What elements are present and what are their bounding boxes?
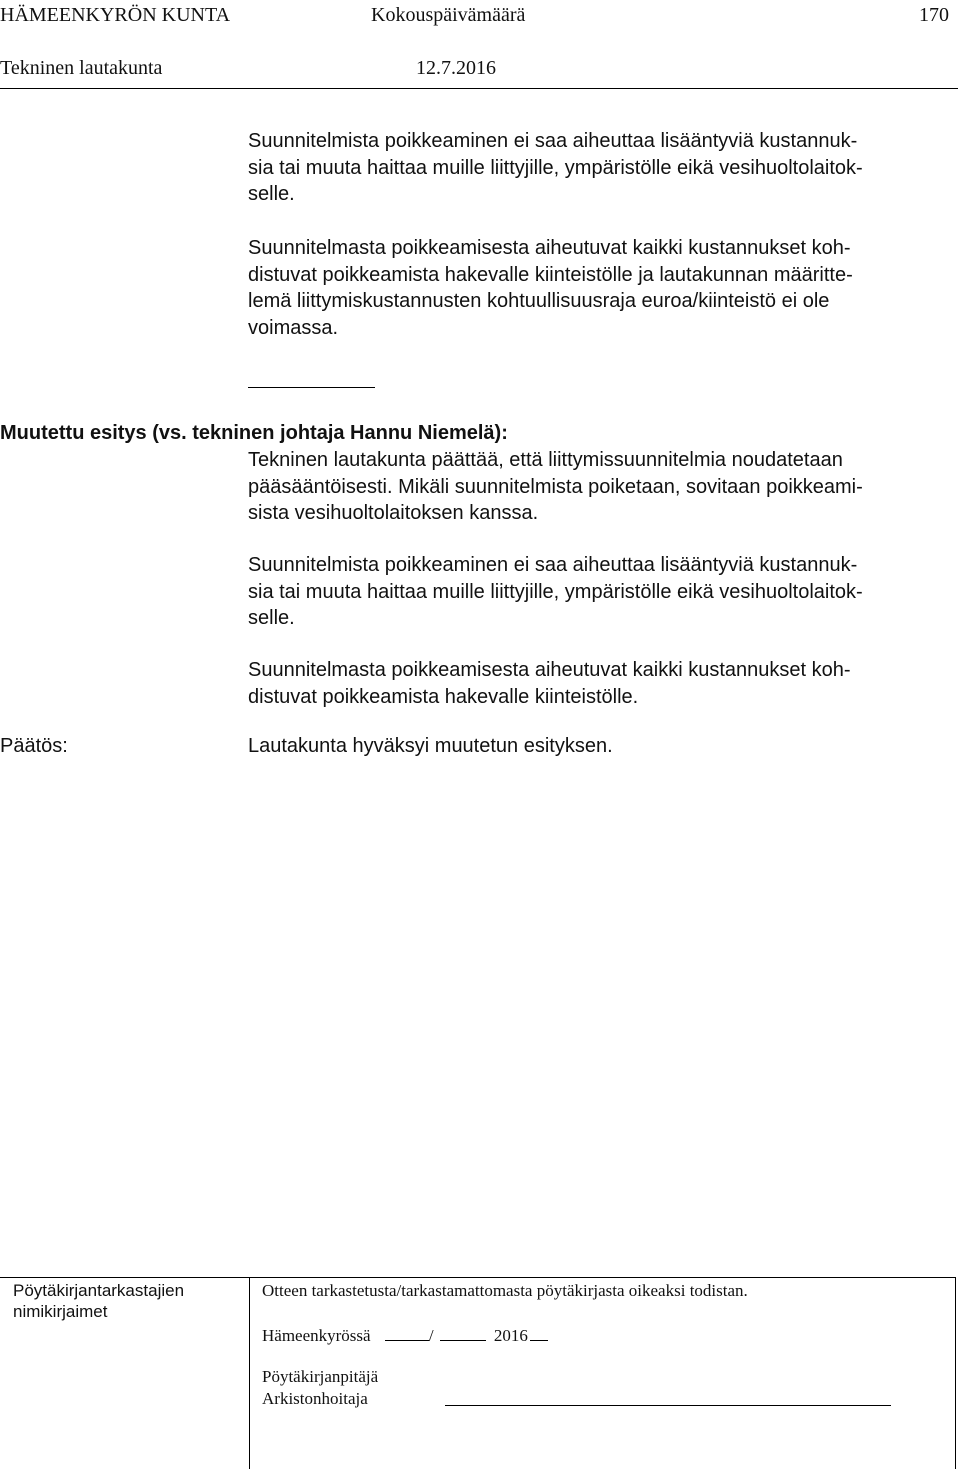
place-name: Hämeenkyrössä bbox=[262, 1326, 371, 1345]
text-line: Suunnitelmasta poikkeamisesta aiheutuvat kaikki kustannukset koh- bbox=[248, 237, 851, 259]
meeting-date: 12.7.2016 bbox=[416, 57, 496, 79]
day-blank bbox=[385, 1324, 429, 1341]
year-blank bbox=[530, 1324, 548, 1341]
signature-line bbox=[445, 1405, 891, 1406]
decision-text-line: Lautakunta hyväksyi muutetun esityksen. bbox=[248, 735, 613, 757]
text-line: voimassa. bbox=[248, 316, 339, 339]
decision-text bbox=[248, 733, 948, 760]
text-line: pääsääntöisesti. Mikäli suunnitelmista poiketaan, sovitaan poikkeami- bbox=[248, 475, 863, 498]
text-line: sia tai muuta haittaa muille liittyjille, ympäristölle eikä vesihuoltolaitok- bbox=[248, 156, 863, 179]
text-line: sia tai muuta haittaa muille liittyjille, ympäristölle eikä vesihuoltolaitok- bbox=[248, 580, 863, 603]
page-number: 170 bbox=[919, 4, 949, 26]
paragraph-deviation-costs-repeat bbox=[248, 552, 948, 632]
date-separator: / bbox=[428, 1326, 434, 1345]
text-line: sista vesihuoltolaitoksen kanssa. bbox=[248, 502, 539, 524]
meeting-date-label: Kokouspäivämäärä bbox=[371, 4, 526, 26]
amended-proposal-heading: Muutettu esitys (vs. tekninen johtaja Hannu Niemelä): bbox=[0, 422, 508, 444]
keeper-label: Pöytäkirjanpitäjä bbox=[262, 1367, 379, 1386]
text-line: Suunnitelmasta poikkeamisesta aiheutuvat kaikki kustannukset koh- bbox=[248, 659, 851, 681]
footer-certification-box bbox=[0, 1277, 956, 1469]
municipality-name: HÄMEENKYRÖN KUNTA bbox=[0, 4, 231, 26]
paragraph-costs-allocation bbox=[248, 235, 948, 341]
place-date-line bbox=[262, 1324, 548, 1346]
committee-name: Tekninen lautakunta bbox=[0, 57, 163, 79]
text-line: Tekninen lautakunta päättää, että liittymissuunnitelmia noudatetaan bbox=[248, 449, 843, 471]
paragraph-amended-decision bbox=[248, 447, 948, 527]
text-line: lemä liittymiskustannusten kohtuullisuusraja euroa/kiinteistö ei ole bbox=[248, 290, 830, 312]
paragraph-deviation-costs bbox=[248, 128, 948, 208]
footer-top-rule bbox=[0, 1277, 956, 1278]
text-line: selle. bbox=[248, 607, 295, 629]
text-line: distuvat poikkeamista hakevalle kiinteistölle ja lautakunnan määritte- bbox=[248, 263, 853, 286]
separator-line bbox=[248, 387, 375, 388]
month-blank bbox=[440, 1324, 486, 1341]
certification-text: Otteen tarkastetusta/tarkastamattomasta pöytäkirjasta oikeaksi todistan. bbox=[262, 1281, 748, 1300]
text-line: Suunnitelmista poikkeaminen ei saa aiheuttaa lisääntyviä kustannuk- bbox=[248, 130, 858, 152]
text-line: selle. bbox=[248, 183, 295, 205]
footer-right-border bbox=[955, 1277, 956, 1469]
header-rule bbox=[0, 88, 958, 89]
text-line: distuvat poikkeamista hakevalle kiinteistölle. bbox=[248, 685, 639, 708]
decision-label: Päätös: bbox=[0, 735, 68, 757]
footer-divider bbox=[249, 1277, 250, 1469]
text-line: Suunnitelmista poikkeaminen ei saa aiheuttaa lisääntyviä kustannuk- bbox=[248, 554, 858, 576]
initials-label-line-1: Pöytäkirjantarkastajien bbox=[13, 1281, 185, 1300]
archivist-label: Arkistonhoitaja bbox=[262, 1389, 368, 1408]
year: 2016 bbox=[493, 1326, 528, 1345]
initials-label-line-2: nimikirjaimet bbox=[13, 1302, 108, 1321]
paragraph-costs-allocation-amended bbox=[248, 657, 948, 710]
